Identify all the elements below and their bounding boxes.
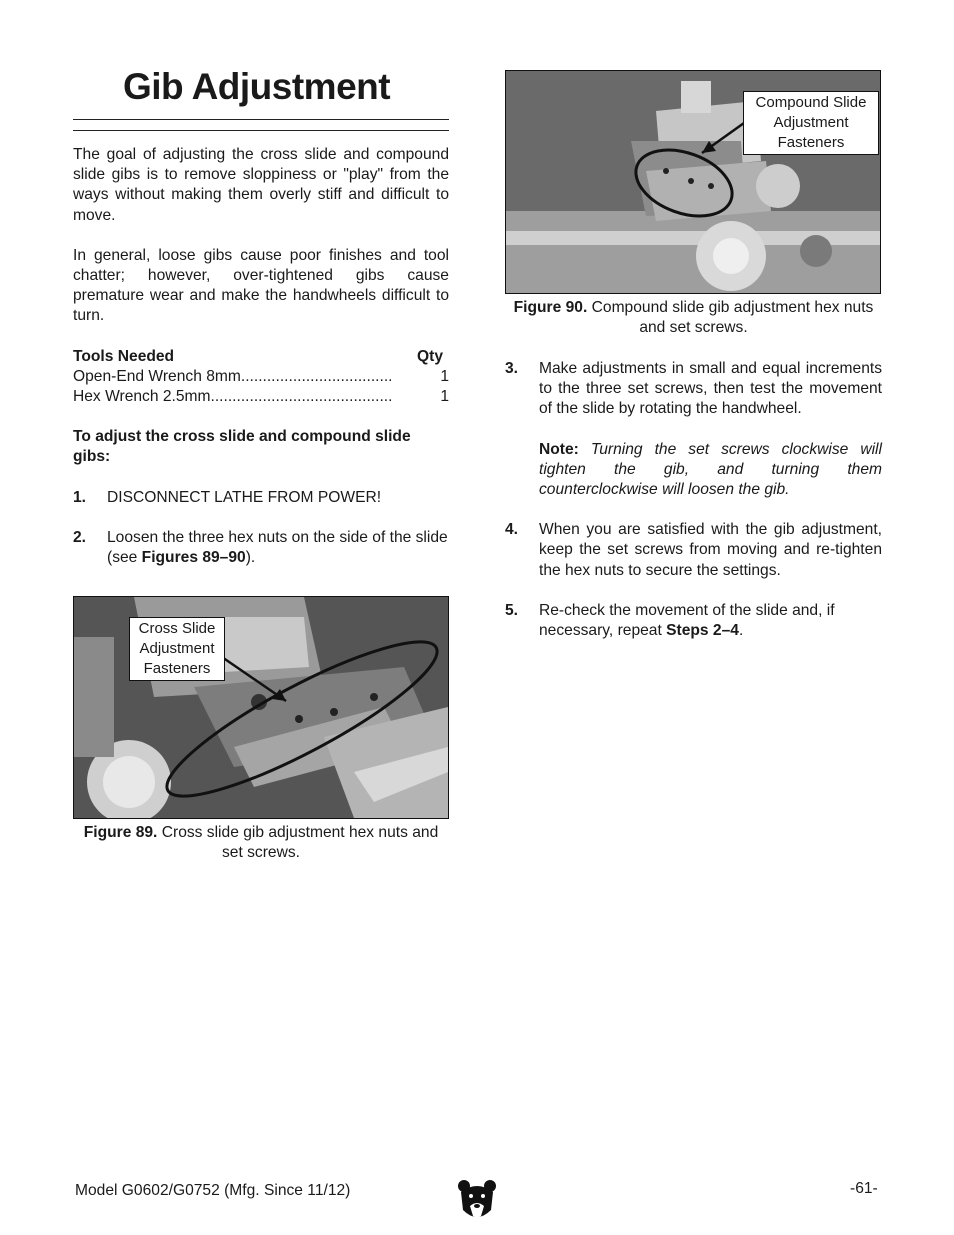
step-number: 5. (505, 601, 519, 619)
figure-label: Figure 89. (83, 824, 158, 841)
step-reference: Steps 2–4 (666, 622, 739, 640)
intro-paragraph-2: In general, loose gibs cause poor finishes and tool chatter; however, over-tightened gibs cause premature wear and make the handwheels difficult to turn. (73, 246, 449, 325)
step-text: Loosen the three hex nuts on the side of the slide (see (107, 528, 448, 567)
step-text: DISCONNECT LATHE FROM POWER! (107, 488, 382, 506)
page-number: -61- (850, 1180, 878, 1197)
figure-90-photo (505, 70, 881, 294)
step-text: Re-check the movement of the slide and, if necessary, repeat (539, 601, 835, 640)
tools-qty-header: Qty (417, 347, 443, 365)
figure-89-photo (73, 596, 449, 819)
title-rule-bottom (73, 130, 449, 131)
step-4 (505, 520, 882, 581)
footer-model: Model G0602/G0752 (Mfg. Since 11/12) (75, 1182, 351, 1199)
tool-row (73, 367, 449, 387)
tool-leader-dots: ................................... (240, 367, 393, 385)
callout-line: Fasteners (777, 134, 845, 151)
tool-label: Open-End Wrench 8mm (73, 367, 241, 385)
bear-head-icon (457, 1178, 497, 1224)
title-rule-top (73, 119, 449, 120)
note (539, 440, 882, 501)
step-1 (73, 488, 449, 508)
step-3 (505, 359, 882, 420)
step-5 (505, 601, 882, 641)
callout-line: Fasteners (143, 660, 211, 677)
step-number: 4. (505, 521, 519, 539)
tool-leader-dots: .......................................... (210, 388, 393, 406)
figure-90-caption (505, 298, 882, 338)
step-2 (73, 528, 449, 568)
page-title: Gib Adjustment (123, 66, 391, 107)
right-column (505, 359, 882, 661)
tool-label: Hex Wrench 2.5mm (73, 388, 211, 406)
step-text-end: ). (245, 549, 256, 567)
step-number: 3. (505, 360, 519, 377)
note-label: Note: (539, 440, 579, 458)
step-text: When you are satisfied with the gib adjustment, keep the set screws from moving and re-tighten the hex nuts to secure the settings. (539, 521, 882, 579)
procedure-heading: To adjust the cross slide and compound slide gibs: (73, 428, 411, 466)
callout-line: Cross Slide (138, 620, 216, 637)
tools-header: Tools Needed (73, 347, 175, 365)
intro-paragraph-1: The goal of adjusting the cross slide and compound slide gibs is to remove sloppiness or "play" from the ways without making them overly stiff and difficult to move. (73, 146, 449, 224)
figure-label: Figure 90. (513, 299, 588, 316)
figure-89-callout (129, 617, 225, 681)
step-text-end: . (738, 622, 744, 640)
tool-row (73, 387, 449, 407)
callout-line: Adjustment (139, 640, 215, 657)
step-number: 2. (73, 528, 87, 546)
left-column (73, 145, 449, 588)
step-text: Make adjustments in small and equal increments to the three set screws, then test the movement of the slide by rotating the handwheel. (539, 360, 882, 418)
tool-qty: 1 (440, 388, 449, 406)
figure-90-callout (743, 91, 879, 155)
note-text: Turning the set screws clockwise will tighten the gib, and turning them counterclockwise will loosen the gib. (539, 440, 882, 499)
tool-qty: 1 (440, 367, 449, 385)
figure-89-caption (73, 823, 449, 863)
caption-text: Cross slide gib adjustment hex nuts and set screws. (157, 824, 439, 862)
callout-line: Adjustment (773, 114, 849, 131)
step-number: 1. (73, 488, 87, 506)
tools-needed-table (73, 347, 449, 408)
callout-line: Compound Slide (755, 94, 867, 111)
figure-reference: Figures 89–90 (141, 549, 246, 567)
caption-text: Compound slide gib adjustment hex nuts and set screws. (587, 299, 874, 337)
